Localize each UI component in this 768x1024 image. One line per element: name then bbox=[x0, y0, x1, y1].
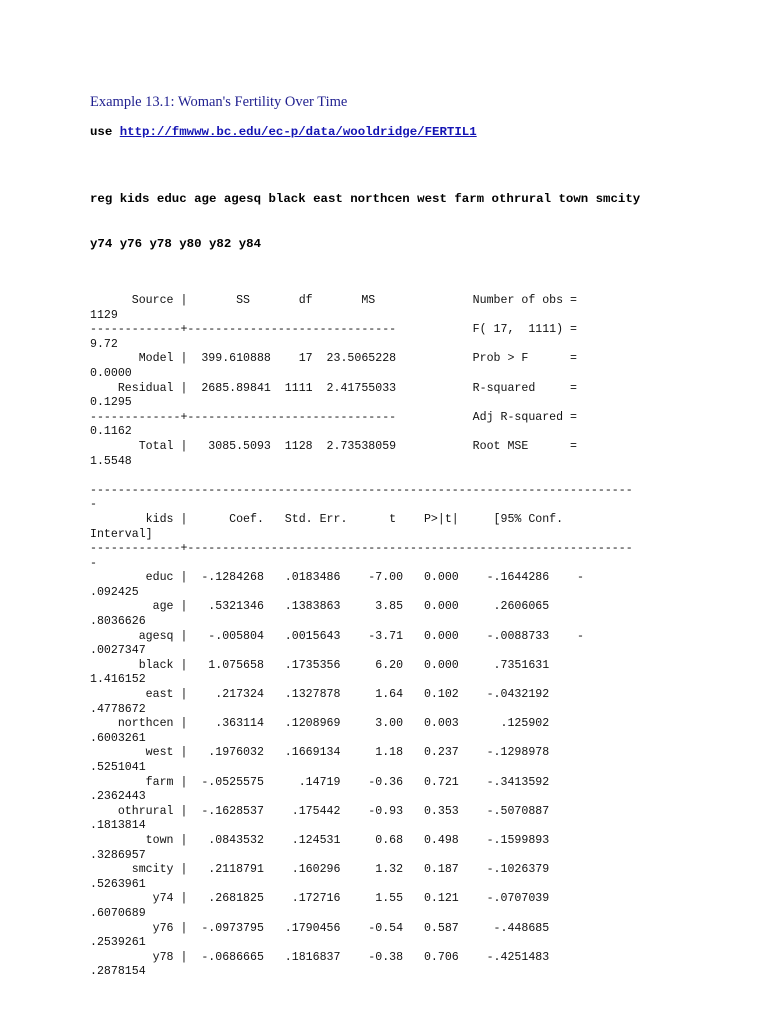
output-line: 0.0000 bbox=[90, 366, 132, 380]
output-line: .1813814 bbox=[90, 819, 146, 833]
output-line: Total | 3085.5093 1128 2.73538059 Root MSE = bbox=[90, 439, 578, 453]
output-line: ------------------------------------------------------------------------------ bbox=[90, 483, 633, 497]
output-line: .2362443 bbox=[90, 790, 146, 804]
output-line: agesq | -.005804 .0015643 -3.71 0.000 -.0088733 - bbox=[90, 629, 584, 643]
output-line: east | .217324 .1327878 1.64 0.102 -.0432192 bbox=[90, 688, 550, 702]
document-page bbox=[90, 92, 730, 980]
output-line: Interval] bbox=[90, 527, 153, 541]
use-keyword: use bbox=[90, 125, 113, 139]
output-line: y74 | .2681825 .172716 1.55 0.121 -.0707039 bbox=[90, 892, 550, 906]
output-line: .092425 bbox=[90, 585, 139, 599]
output-line: .5251041 bbox=[90, 761, 146, 774]
output-line: 9.72 bbox=[90, 337, 118, 351]
regression-output bbox=[90, 294, 730, 980]
output-line: black | 1.075658 .1735356 6.20 0.000 .7351631 bbox=[90, 658, 550, 672]
output-line: west | .1976032 .1669134 1.18 0.237 -.1298978 bbox=[90, 746, 550, 760]
output-line: .6070689 bbox=[90, 906, 146, 920]
output-line: .5263961 bbox=[90, 877, 146, 891]
output-line: .4778672 bbox=[90, 702, 146, 716]
output-line: y76 | -.0973795 .1790456 -0.54 0.587 -.448685 bbox=[90, 921, 550, 935]
output-line: .2878154 bbox=[90, 965, 146, 979]
regression-command-line: reg kids educ age agesq black east northcen west farm othrural town smcity bbox=[90, 192, 641, 206]
page-title: Example 13.1: Woman's Fertility Over Time bbox=[90, 94, 348, 110]
output-line: 1129 bbox=[90, 308, 118, 322]
output-line: Model | 399.610888 17 23.5065228 Prob > F = bbox=[90, 352, 578, 366]
output-line: 0.1162 bbox=[90, 425, 132, 439]
use-command bbox=[90, 125, 730, 140]
regression-command-line: y74 y76 y78 y80 y82 y84 bbox=[90, 237, 262, 251]
output-line: Source | SS df MS Number of obs = bbox=[90, 294, 578, 307]
output-line: town | .0843532 .124531 0.68 0.498 -.1599893 bbox=[90, 833, 550, 847]
output-line: 0.1295 bbox=[90, 396, 132, 410]
output-line: educ | -.1284268 .0183486 -7.00 0.000 -.1644286 - bbox=[90, 571, 584, 585]
output-line: age | .5321346 .1383863 3.85 0.000 .2606065 bbox=[90, 600, 550, 614]
output-line: kids | Coef. Std. Err. t P>|t| [95% Conf. bbox=[90, 512, 564, 526]
output-line: .0027347 bbox=[90, 644, 146, 658]
output-line: -------------+------------------------------ Adj R-squared = bbox=[90, 410, 578, 424]
output-line: -------------+------------------------------ F( 17, 1111) = bbox=[90, 323, 578, 337]
output-line: farm | -.0525575 .14719 -0.36 0.721 -.3413592 bbox=[90, 775, 550, 789]
output-line bbox=[90, 469, 730, 484]
output-line: - bbox=[90, 556, 97, 570]
output-line: .6003261 bbox=[90, 731, 146, 745]
output-line: Residual | 2685.89841 1111 2.41755033 R-squared = bbox=[90, 381, 578, 395]
output-line: northcen | .363114 .1208969 3.00 0.003 .125902 bbox=[90, 717, 550, 731]
output-line: .3286957 bbox=[90, 848, 146, 862]
output-line: - bbox=[90, 498, 97, 512]
output-line: -------------+---------------------------------------------------------------- bbox=[90, 542, 633, 556]
output-line: .8036626 bbox=[90, 615, 146, 629]
output-line: .2539261 bbox=[90, 936, 146, 950]
output-line: 1.416152 bbox=[90, 673, 146, 687]
output-line: 1.5548 bbox=[90, 454, 132, 468]
output-line: othrural | -.1628537 .175442 -0.93 0.353 -.5070887 bbox=[90, 804, 550, 818]
output-line: smcity | .2118791 .160296 1.32 0.187 -.1026379 bbox=[90, 863, 550, 877]
regression-command bbox=[90, 162, 730, 282]
dataset-link[interactable]: http://fmwww.bc.edu/ec-p/data/wooldridge/FERTIL1 bbox=[119, 125, 477, 139]
output-line: y78 | -.0686665 .1816837 -0.38 0.706 -.4251483 bbox=[90, 950, 550, 964]
